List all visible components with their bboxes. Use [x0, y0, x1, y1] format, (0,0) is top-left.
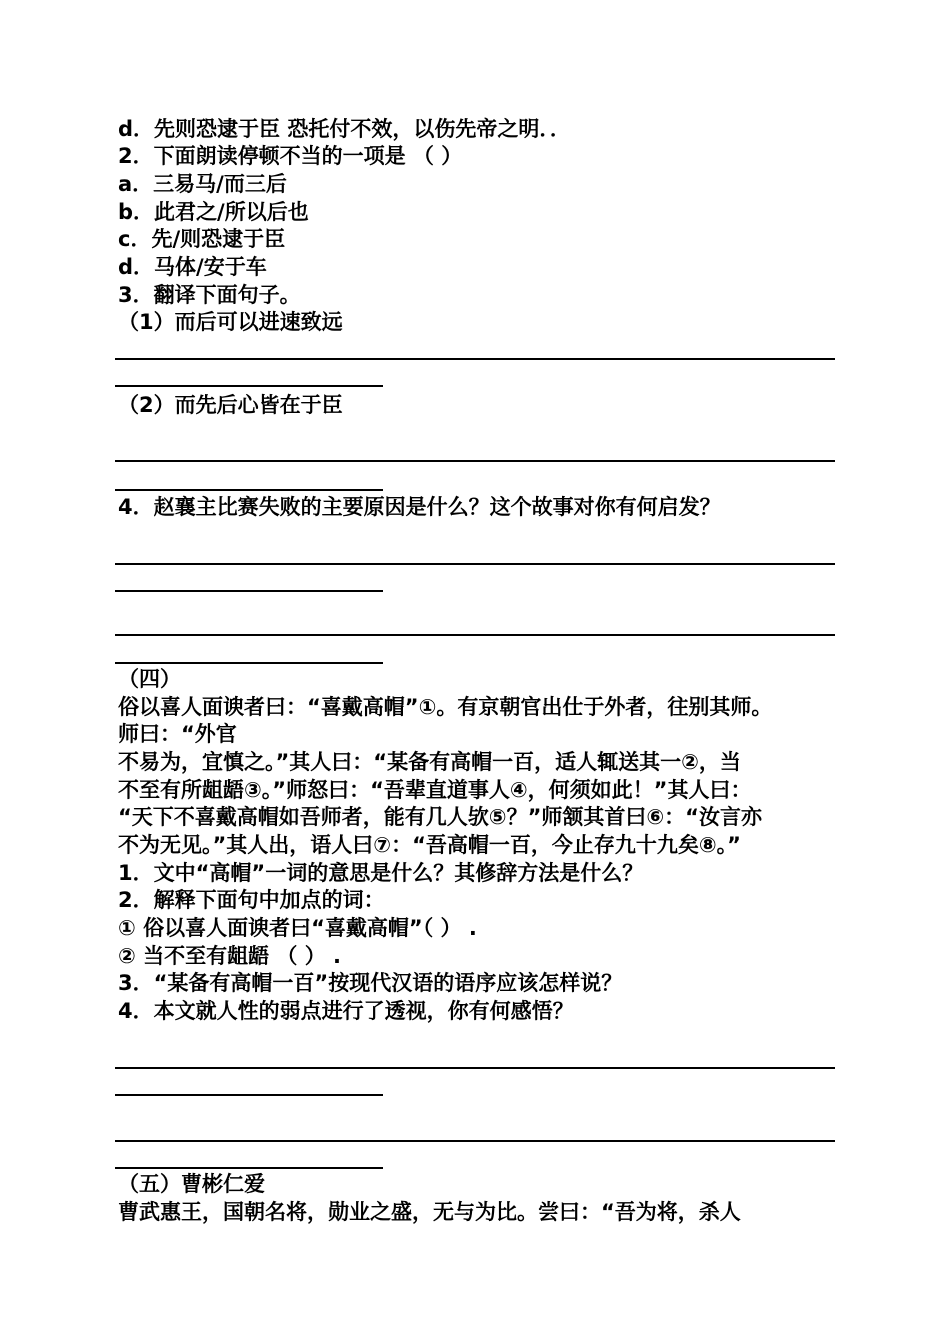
question-line: 1．文中“高帽”一词的意思是什么？其修辞方法是什么？ — [118, 861, 644, 885]
answer-line — [115, 385, 383, 387]
answer-line — [115, 1067, 835, 1069]
passage-line: 不易为，宜慎之。”其人曰：“某备有高帽一百，适人辄送其一②，当 — [118, 750, 741, 774]
sentence-2: （2）而先后心皆在于臣 — [118, 393, 343, 417]
answer-line — [115, 1140, 835, 1142]
answer-line — [115, 460, 835, 462]
answer-line — [115, 358, 835, 360]
section-heading: （五）曹彬仁爱 — [118, 1172, 265, 1196]
answer-line — [115, 563, 835, 565]
answer-line — [115, 590, 383, 592]
passage-line: 师曰：“外官 — [118, 722, 237, 746]
sentence-1: （1）而后可以进速致远 — [118, 310, 343, 334]
question-line: 2．解释下面句中加点的词： — [118, 888, 385, 912]
question-2: 2．下面朗读停顿不当的一项是 （ ） — [118, 144, 463, 168]
answer-line — [115, 1167, 383, 1169]
question-line: ① 俗以喜人面谀者曰“喜戴高帽”（ ） . — [118, 916, 477, 940]
passage-line: 不至有所龃龉③。”师怒曰：“吾辈直道事人④，何须如此！”其人曰： — [118, 778, 752, 802]
question-line: 3．“某备有高帽一百”按现代汉语的语序应该怎样说？ — [118, 971, 623, 995]
passage-line: 不为无见。”其人出，语人曰⑦：“吾高帽一百，今止存九十九矣⑧。” — [118, 833, 741, 857]
answer-line — [115, 662, 383, 664]
option-c: c．先/则恐逮于臣 — [118, 227, 286, 251]
option-a: a．三易马/而三后 — [118, 172, 287, 196]
answer-line — [115, 1094, 383, 1096]
section-heading: （四） — [118, 667, 181, 691]
option-b: b．此君之/所以后也 — [118, 200, 309, 224]
answer-line — [115, 634, 835, 636]
option-d: d．马体/安于车 — [118, 255, 267, 279]
question-line: 4．本文就人性的弱点进行了透视，你有何感悟？ — [118, 999, 574, 1023]
text-line: d．先则恐逮于臣 恐托付不效，以伤先帝之明．． — [118, 117, 571, 141]
answer-line — [115, 489, 383, 491]
passage-line: 曹武惠王，国朝名将，勋业之盛，无与为比。尝曰：“吾为将，杀人 — [118, 1200, 741, 1224]
passage-line: “天下不喜戴高帽如吾师者，能有几人欤⑤？”师颔其首曰⑥：“汝言亦 — [118, 805, 762, 829]
question-4: 4．赵襄主比赛失败的主要原因是什么？这个故事对你有何启发？ — [118, 495, 721, 519]
question-3: 3．翻译下面句子。 — [118, 283, 301, 307]
passage-line: 俗以喜人面谀者曰：“喜戴高帽”①。有京朝官出仕于外者，往别其师。 — [118, 695, 773, 719]
question-line: ② 当不至有龃龉 （ ） . — [118, 944, 342, 968]
